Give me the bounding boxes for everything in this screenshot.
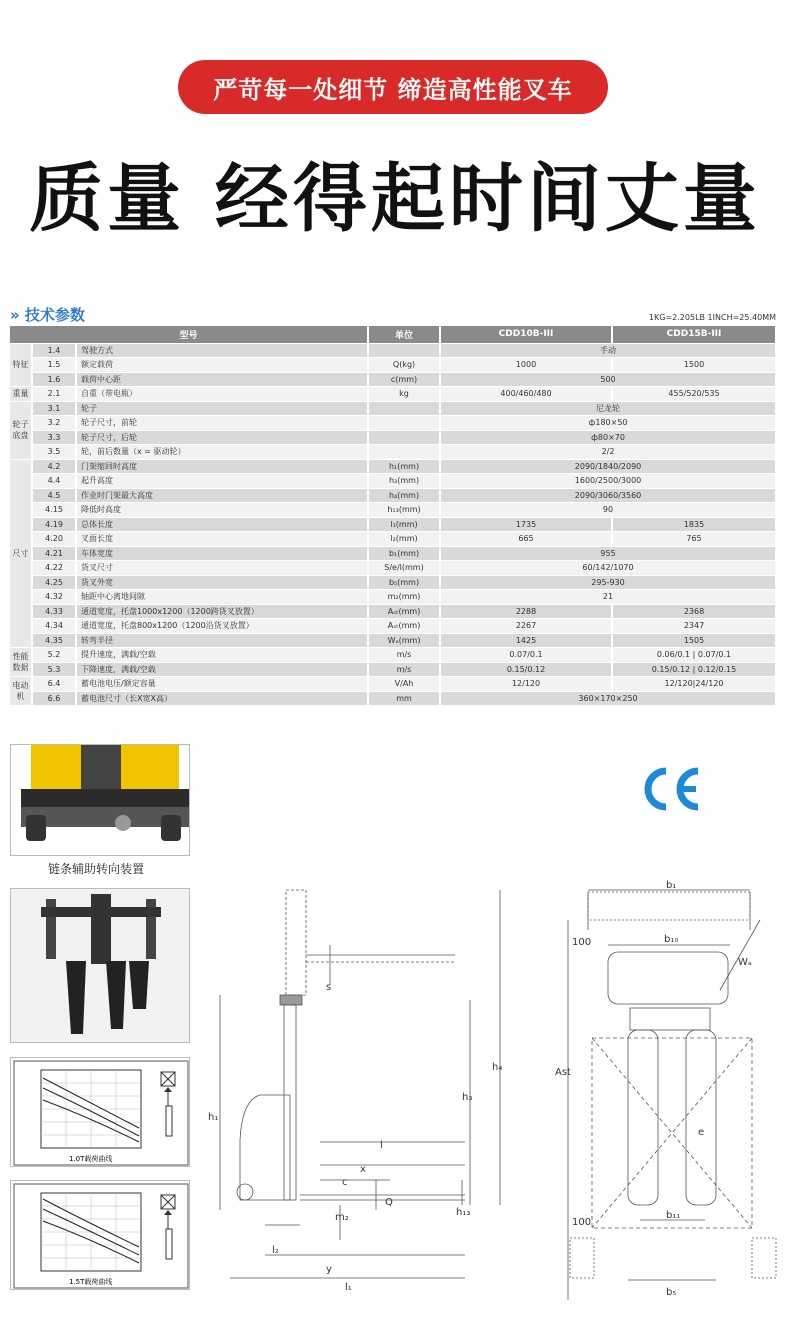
row-code: 6.6 (32, 691, 76, 706)
row-value-cdd15b: 12/120|24/120 (612, 677, 776, 692)
dim-h4: h₄ (492, 1062, 503, 1073)
row-value-shared: ф180×50 (440, 416, 776, 431)
row-unit: Aₛₜ(mm) (368, 619, 440, 634)
table-header-row (10, 326, 776, 343)
row-value-cdd15b: 0.06/0.1 | 0.07/0.1 (612, 648, 776, 663)
row-item: 载荷中心距 (76, 372, 368, 387)
row-unit: b₅(mm) (368, 575, 440, 590)
row-value-cdd15b: 0.15/0.12 | 0.12/0.15 (612, 662, 776, 677)
row-value-cdd10b: 665 (440, 532, 612, 547)
table-row (10, 633, 776, 648)
row-value-cdd15b: 1500 (612, 358, 776, 373)
row-value-shared: 手动 (440, 343, 776, 358)
row-unit: mm (368, 691, 440, 706)
row-code: 3.2 (32, 416, 76, 431)
row-unit: m/s (368, 662, 440, 677)
row-value-cdd10b: 12/120 (440, 677, 612, 692)
dim-q: Q (385, 1197, 393, 1208)
table-row (10, 546, 776, 561)
table-row (10, 532, 776, 547)
group-label: 性能数据 (10, 648, 32, 677)
dim-b11: b₁₁ (666, 1210, 681, 1221)
dim-b5: b₅ (666, 1287, 677, 1298)
row-item: 转弯半径 (76, 633, 368, 648)
row-unit: h₁(mm) (368, 459, 440, 474)
row-item: 轮，前后数量（x = 驱动轮） (76, 445, 368, 460)
dim-h13: h₁₃ (456, 1207, 471, 1218)
ce-mark-icon (640, 765, 702, 813)
photo-caption: 链条辅助转向装置 (48, 862, 145, 876)
table-row (10, 561, 776, 576)
row-code: 1.5 (32, 358, 76, 373)
row-unit: l₁(mm) (368, 517, 440, 532)
row-value-cdd10b: 2267 (440, 619, 612, 634)
table-row (10, 430, 776, 445)
dim-h3: h₃ (462, 1092, 473, 1103)
row-item: 降低时高度 (76, 503, 368, 518)
table-row (10, 590, 776, 605)
table-row (10, 372, 776, 387)
forks-photo (10, 888, 190, 1043)
row-code: 6.4 (32, 677, 76, 692)
row-value-shared: 21 (440, 590, 776, 605)
row-unit (368, 401, 440, 416)
group-label: 重量 (10, 387, 32, 402)
dim-wa: Wₐ (738, 957, 752, 968)
table-row (10, 648, 776, 663)
row-code: 4.5 (32, 488, 76, 503)
row-code: 4.15 (32, 503, 76, 518)
row-code: 4.21 (32, 546, 76, 561)
row-unit: b₁(mm) (368, 546, 440, 561)
row-code: 1.6 (32, 372, 76, 387)
row-item: 起升高度 (76, 474, 368, 489)
row-code: 1.4 (32, 343, 76, 358)
dim-m2: m₂ (335, 1212, 349, 1223)
row-value-cdd10b: 0.07/0.1 (440, 648, 612, 663)
row-value-cdd10b: 400/460/480 (440, 387, 612, 402)
dim-b1: b₁ (666, 880, 677, 891)
dim-b10: b₁₀ (664, 934, 679, 945)
promo-banner: 严苛每一处细节 缔造高性能叉车 (178, 60, 608, 114)
row-item: 货叉外宽 (76, 575, 368, 590)
row-value-cdd10b: 1735 (440, 517, 612, 532)
table-row (10, 343, 776, 358)
row-value-shared: 295-930 (440, 575, 776, 590)
group-label: 尺寸 (10, 459, 32, 648)
header-cdd15b: CDD15B-III (612, 326, 776, 343)
row-item: 作业时门架最大高度 (76, 488, 368, 503)
row-value-cdd10b: 0.15/0.12 (440, 662, 612, 677)
row-unit (368, 416, 440, 431)
dim-h1: h₁ (208, 1112, 219, 1123)
row-item: 总体长度 (76, 517, 368, 532)
row-unit: h₄(mm) (368, 488, 440, 503)
row-value-cdd10b: 2288 (440, 604, 612, 619)
row-unit: c(mm) (368, 372, 440, 387)
row-unit: kg (368, 387, 440, 402)
group-label: 电动机 (10, 677, 32, 706)
row-code: 4.35 (32, 633, 76, 648)
row-code: 2.1 (32, 387, 76, 402)
row-code: 4.33 (32, 604, 76, 619)
row-code: 5.2 (32, 648, 76, 663)
row-item: 下降速度，满载/空载 (76, 662, 368, 677)
row-code: 4.25 (32, 575, 76, 590)
table-row (10, 474, 776, 489)
row-value-cdd10b: 1000 (440, 358, 612, 373)
table-row (10, 677, 776, 692)
row-unit: h₁₃(mm) (368, 503, 440, 518)
row-value-cdd15b: 2368 (612, 604, 776, 619)
table-row (10, 358, 776, 373)
row-item: 轮子尺寸，前轮 (76, 416, 368, 431)
row-unit: Q(kg) (368, 358, 440, 373)
table-row (10, 575, 776, 590)
row-value-cdd15b: 1505 (612, 633, 776, 648)
row-item: 提升速度，满载/空载 (76, 648, 368, 663)
row-unit: Wₐ(mm) (368, 633, 440, 648)
row-code: 4.20 (32, 532, 76, 547)
header-cdd10b: CDD10B-III (440, 326, 612, 343)
chain-steering-photo (10, 744, 190, 856)
row-code: 3.3 (32, 430, 76, 445)
dim-l2: l₂ (272, 1245, 279, 1256)
row-value-shared: 1600/2500/3000 (440, 474, 776, 489)
row-unit (368, 343, 440, 358)
table-row (10, 445, 776, 460)
dim-100b: 100 (572, 1217, 592, 1228)
row-item: 额定载荷 (76, 358, 368, 373)
table-row (10, 517, 776, 532)
row-unit: h₃(mm) (368, 474, 440, 489)
row-value-cdd10b: 1425 (440, 633, 612, 648)
chart2-caption: 1.5T载荷曲线 (69, 1278, 113, 1286)
header-unit: 单位 (368, 326, 440, 343)
row-unit: Aₛₜ(mm) (368, 604, 440, 619)
table-row (10, 619, 776, 634)
row-value-shared: ф80×70 (440, 430, 776, 445)
table-row (10, 662, 776, 677)
dimension-drawing (200, 880, 780, 1310)
row-value-shared: 2/2 (440, 445, 776, 460)
row-value-shared: 90 (440, 503, 776, 518)
row-item: 车体宽度 (76, 546, 368, 561)
row-unit (368, 430, 440, 445)
units-note: 1KG=2.205LB 1INCH=25.40MM (648, 313, 776, 322)
row-item: 蓄电池尺寸（长X宽X高） (76, 691, 368, 706)
load-curve-plate-2 (10, 1180, 190, 1290)
row-code: 3.5 (32, 445, 76, 460)
table-row (10, 488, 776, 503)
table-row (10, 604, 776, 619)
row-value-shared: 2090/3060/3560 (440, 488, 776, 503)
table-row (10, 691, 776, 706)
row-item: 自重（带电瓶） (76, 387, 368, 402)
group-label: 轮子底盘 (10, 401, 32, 459)
row-item: 驾驶方式 (76, 343, 368, 358)
row-value-shared: 60/142/1070 (440, 561, 776, 576)
row-item: 叉面长度 (76, 532, 368, 547)
page-headline: 质量 经得起时间丈量 (29, 156, 761, 242)
row-unit: l₂(mm) (368, 532, 440, 547)
dim-100a: 100 (572, 937, 592, 948)
dim-ast: Ast (555, 1067, 571, 1078)
dim-s: s (326, 982, 332, 993)
row-unit: S/e/l(mm) (368, 561, 440, 576)
row-code: 4.19 (32, 517, 76, 532)
row-value-cdd15b: 455/520/535 (612, 387, 776, 402)
row-value-shared: 500 (440, 372, 776, 387)
row-code: 4.22 (32, 561, 76, 576)
row-item: 通道宽度，托盘800x1200（1200沿货叉放置） (76, 619, 368, 634)
row-value-cdd15b: 765 (612, 532, 776, 547)
row-code: 3.1 (32, 401, 76, 416)
group-label: 特征 (10, 343, 32, 387)
row-item: 通道宽度，托盘1000x1200（1200跨货叉放置） (76, 604, 368, 619)
chart1-caption: 1.0T载荷曲线 (69, 1155, 113, 1163)
row-value-shared: 2090/1840/2090 (440, 459, 776, 474)
load-curve-plate-1 (10, 1057, 190, 1167)
row-value-shared: 955 (440, 546, 776, 561)
row-code: 5.3 (32, 662, 76, 677)
row-unit: m/s (368, 648, 440, 663)
row-item: 轮子 (76, 401, 368, 416)
dim-e: e (698, 1127, 705, 1138)
row-item: 轴距中心离地间隙 (76, 590, 368, 605)
table-row (10, 387, 776, 402)
row-value-shared: 360×170×250 (440, 691, 776, 706)
row-value-cdd15b: 1835 (612, 517, 776, 532)
table-row (10, 459, 776, 474)
header-model: 型号 (10, 326, 368, 343)
dim-x: x (360, 1164, 366, 1175)
dim-l: l (380, 1140, 383, 1151)
row-unit: m₂(mm) (368, 590, 440, 605)
table-row (10, 401, 776, 416)
dim-l1: l₁ (345, 1282, 352, 1293)
row-item: 蓄电池电压/额定容量 (76, 677, 368, 692)
table-row (10, 416, 776, 431)
row-item: 货叉尺寸 (76, 561, 368, 576)
row-item: 门架缩回时高度 (76, 459, 368, 474)
table-row (10, 503, 776, 518)
row-value-shared: 尼龙轮 (440, 401, 776, 416)
row-value-cdd15b: 2347 (612, 619, 776, 634)
row-item: 轮子尺寸，后轮 (76, 430, 368, 445)
row-code: 4.2 (32, 459, 76, 474)
row-unit (368, 445, 440, 460)
row-code: 4.34 (32, 619, 76, 634)
dim-y: y (326, 1264, 332, 1275)
row-unit: V/Ah (368, 677, 440, 692)
row-code: 4.4 (32, 474, 76, 489)
section-title: » 技术参数 (10, 306, 85, 324)
dim-c: c (342, 1177, 348, 1188)
row-code: 4.32 (32, 590, 76, 605)
spec-table (10, 326, 777, 706)
